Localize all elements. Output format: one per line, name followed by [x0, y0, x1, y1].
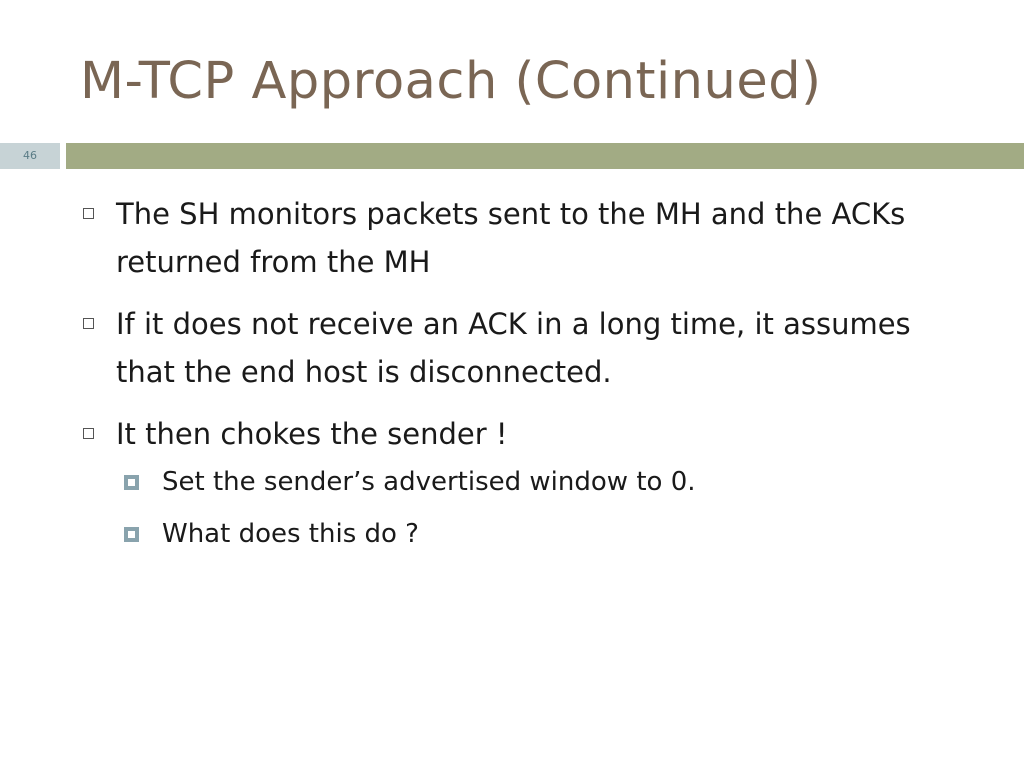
hollow-square-bullet-icon	[83, 318, 94, 329]
slide-number: 46	[23, 149, 37, 162]
hollow-square-bullet-icon	[83, 208, 94, 219]
bullet-item	[80, 300, 960, 396]
sub-bullet-list	[120, 462, 960, 554]
sub-bullet-text: Set the sender’s advertised window to 0.	[162, 467, 696, 497]
sub-bullet-text: What does this do ?	[162, 519, 419, 549]
bullet-text: If it does not receive an ACK in a long time, it assumes that the end host is disconnected.	[116, 307, 911, 389]
title-rule-bar	[66, 143, 1024, 169]
filled-square-bullet-icon	[124, 475, 139, 490]
filled-square-bullet-icon	[124, 527, 139, 542]
bullet-list	[80, 190, 960, 566]
bullet-text: It then chokes the sender !	[116, 417, 508, 451]
sub-bullet-item	[120, 514, 960, 554]
bullet-item	[80, 190, 960, 286]
slide-title: M-TCP Approach (Continued)	[80, 52, 822, 111]
bullet-text: The SH monitors packets sent to the MH and the ACKs returned from the MH	[116, 197, 906, 279]
sub-bullet-item	[120, 462, 960, 502]
hollow-square-bullet-icon	[83, 428, 94, 439]
bullet-item	[80, 410, 960, 458]
